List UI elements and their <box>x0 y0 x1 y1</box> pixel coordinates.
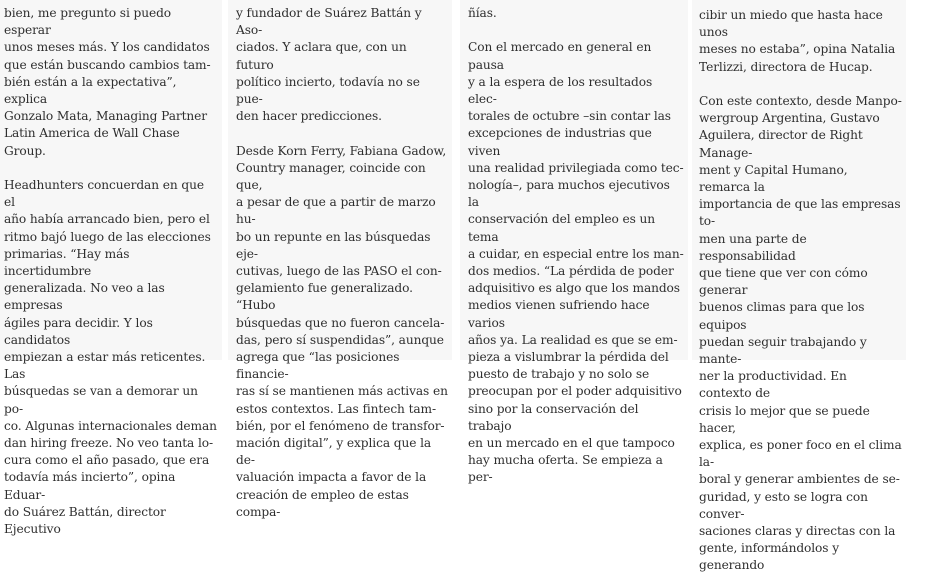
text-column-1 <box>0 0 222 537</box>
paragraph: ñías. <box>468 6 497 20</box>
paragraph: y fundador de Suárez Battán y Aso- ciados. Y aclara que, con un futuro político incierto, todavía no se pue- den hacer predicciones. <box>236 6 422 124</box>
text-column-2 <box>228 0 452 519</box>
paragraph: Headhunters concuerdan en que el año había arrancado bien, pero el ritmo bajó luego de las elecciones primarias. “Hay más incertidumbre generalizada. No veo a las empresas ágiles para decidir. Y los candidatos empiezan a estar más reticentes. Las búsquedas se van a demorar un po- co. Algunas internacionales deman dan hiring freeze. No veo tanta lo- cura como el año pasado, que era todavía más incierto”, opina Eduar- do Suárez Battán, director Ejecutivo <box>4 178 217 537</box>
paragraph: Con el mercado en general en pausa y a la espera de los resultados elec- torales de octubre –sin contar las excepciones de industrias que viven una realidad privilegiada como tec- nología–, para muchos ejecutivos la conservación del empleo es un tema a cuidar, en especial entre los man- dos medios. “La pérdida de poder adquisitivo es algo que los mandos medios vienen sufriendo hace varios años ya. La realidad es que se em- pieza a vislumbrar la pérdida del puesto de trabajo y no solo se preocupan por el poder adquisitivo sino por la conservación del trabajo en un mercado en el que tampoco hay mucha oferta. Se empieza a per- <box>468 40 684 485</box>
paragraph: Desde Korn Ferry, Fabiana Gadow, Country manager, coincide con que, a pesar de que a partir de marzo hu- bo un repunte en las búsquedas eje- cutivas, luego de las PASO el con- gelamiento fue generalizado. “Hubo búsquedas que no fueron cancela- das, pero sí suspendidas”, aunque agrega que “las posiciones financie- ras sí se mantienen más activas en estos contextos. Las fintech tam- bién, por el fenómeno de transfor- mación digital”, y explica que la de- valuación impacta a favor de la creación de empleo de estas compa- <box>236 143 448 519</box>
paragraph: cibir un miedo que hasta hace unos meses no estaba”, opina Natalia Terlizzi, directora de Hucap. <box>699 8 896 74</box>
text-column-3 <box>460 0 688 485</box>
paragraph: bien, me pregunto si puedo esperar unos meses más. Y los candidatos que están buscando cambios tam- bién están a la expectativa”, explica Gonzalo Mata, Managing Partner Latin America de Wall Chase Group. <box>4 6 211 158</box>
text-column-4 <box>692 0 906 573</box>
paragraph: Con este contexto, desde Manpo- wergroup Argentina, Gustavo Aguilera, director de Right Manage- ment y Capital Humano, remarca la importancia de que las empresas to- men una parte de responsabilidad que tiene que ver con cómo generar buenos climas para que los equipos puedan seguir trabajando y mante- ner la productividad. En contexto de crisis lo mejor que se puede hacer, explica, es poner foco en el clima la- boral y generar ambientes de se- guridad, y esto se logra con conver- saciones claras y directas con la gente, informándolos y generando <box>699 94 902 573</box>
